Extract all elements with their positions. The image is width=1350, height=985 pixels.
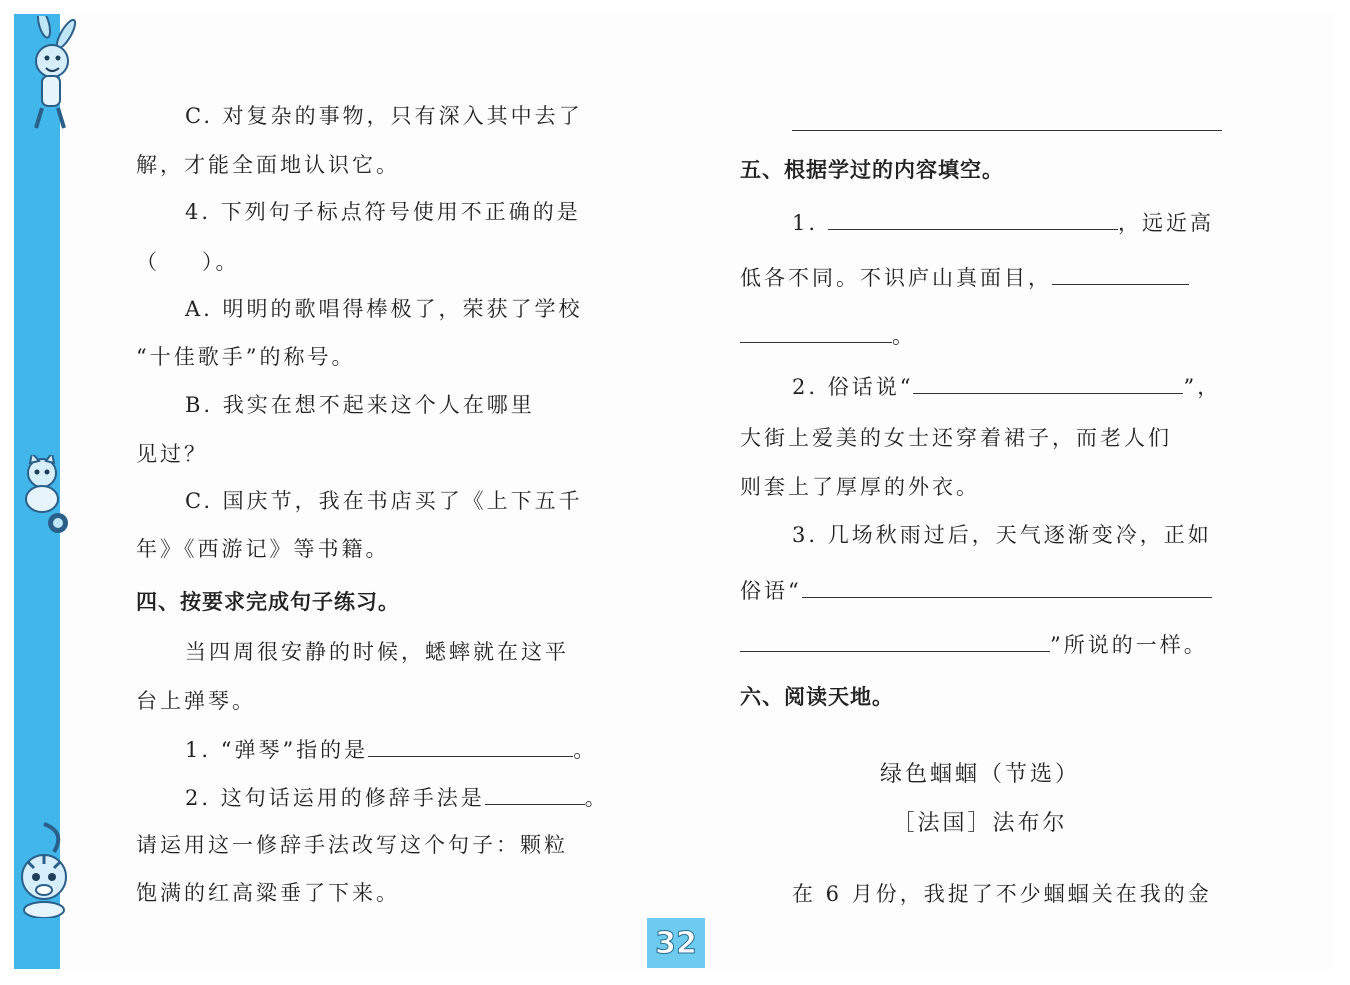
section-6-heading: 六、阅读天地。 — [740, 685, 894, 709]
section-5-heading: 五、根据学过的内容填空。 — [740, 158, 1004, 182]
option-c-line2: 解，才能全面地认识它。 — [136, 153, 400, 177]
option-b-line1: B. 我实在想不起来这个人在哪里 — [185, 393, 535, 417]
question-4-line1: 4. 下列句子标点符号使用不正确的是 — [185, 200, 581, 224]
fill-3-line2: 俗语“ — [740, 575, 1212, 606]
fill-1-blank-a[interactable] — [828, 207, 1118, 230]
fill-1-line1: 1. ，远近高 — [792, 207, 1214, 238]
fill-1-blank-b[interactable] — [1052, 262, 1189, 285]
option-a-line2: “十佳歌手”的称号。 — [136, 345, 356, 369]
fill-1-line2: 低各不同。不识庐山真面目， — [740, 262, 1189, 293]
option-a-line1: A. 明明的歌唱得棒极了，荣获了学校 — [185, 297, 583, 321]
fill-3-blank-a[interactable] — [802, 575, 1212, 598]
fill-2-blank[interactable] — [913, 371, 1183, 394]
page-number: 32 — [655, 926, 697, 961]
fill-2-line2: 大街上爱美的女士还穿着裙子，而老人们 — [740, 426, 1172, 450]
rewrite-instruction-line1: 请运用这一修辞手法改写这个句子：颗粒 — [136, 833, 568, 857]
option-c2-line2: 年》《西游记》等书籍。 — [136, 537, 390, 561]
example-sentence-line2: 台上弹琴。 — [136, 689, 256, 713]
question-4-answer-paren: （ ）。 — [136, 250, 240, 274]
reading-first-line: 在 6 月份，我捉了不少蝈蝈关在我的金 — [792, 882, 1212, 906]
answer-blank-2[interactable] — [485, 782, 585, 805]
fill-1-blank-c[interactable] — [740, 320, 892, 343]
tiger-mascot-icon — [14, 822, 78, 918]
option-c-line1: C. 对复杂的事物，只有深入其中去了 — [185, 104, 583, 128]
fill-3-blank-b[interactable] — [740, 629, 1050, 652]
subquestion-1: 1. “弹琴”指的是 。 — [185, 734, 597, 765]
fill-3-line1: 3. 几场秋雨过后，天气逐渐变冷，正如 — [792, 523, 1212, 547]
fill-2-line3: 则套上了厚厚的外衣。 — [740, 475, 980, 499]
answer-blank-1[interactable] — [368, 734, 573, 757]
reading-title: 绿色蝈蝈（节选） — [879, 762, 1080, 787]
cat-mascot-icon — [12, 455, 74, 535]
subquestion-2: 2. 这句话运用的修辞手法是 。 — [185, 782, 609, 813]
reading-author: ［法国］法布尔 — [892, 811, 1068, 836]
fill-1-line3: 。 — [740, 320, 916, 351]
rabbit-mascot-icon — [14, 16, 84, 136]
section-4-heading: 四、按要求完成句子练习。 — [136, 590, 400, 614]
option-b-line2: 见过？ — [136, 442, 208, 466]
rewrite-instruction-line2: 饱满的红高粱垂了下来。 — [136, 881, 400, 905]
answer-line-top[interactable] — [792, 130, 1222, 131]
fill-3-line3: ”所说的一样。 — [740, 629, 1208, 660]
fill-2-line1: 2. 俗话说“ ”， — [792, 371, 1221, 402]
example-sentence-line1: 当四周很安静的时候，蟋蟀就在这平 — [185, 640, 569, 664]
option-c2-line1: C. 国庆节，我在书店买了《上下五千 — [185, 489, 583, 513]
